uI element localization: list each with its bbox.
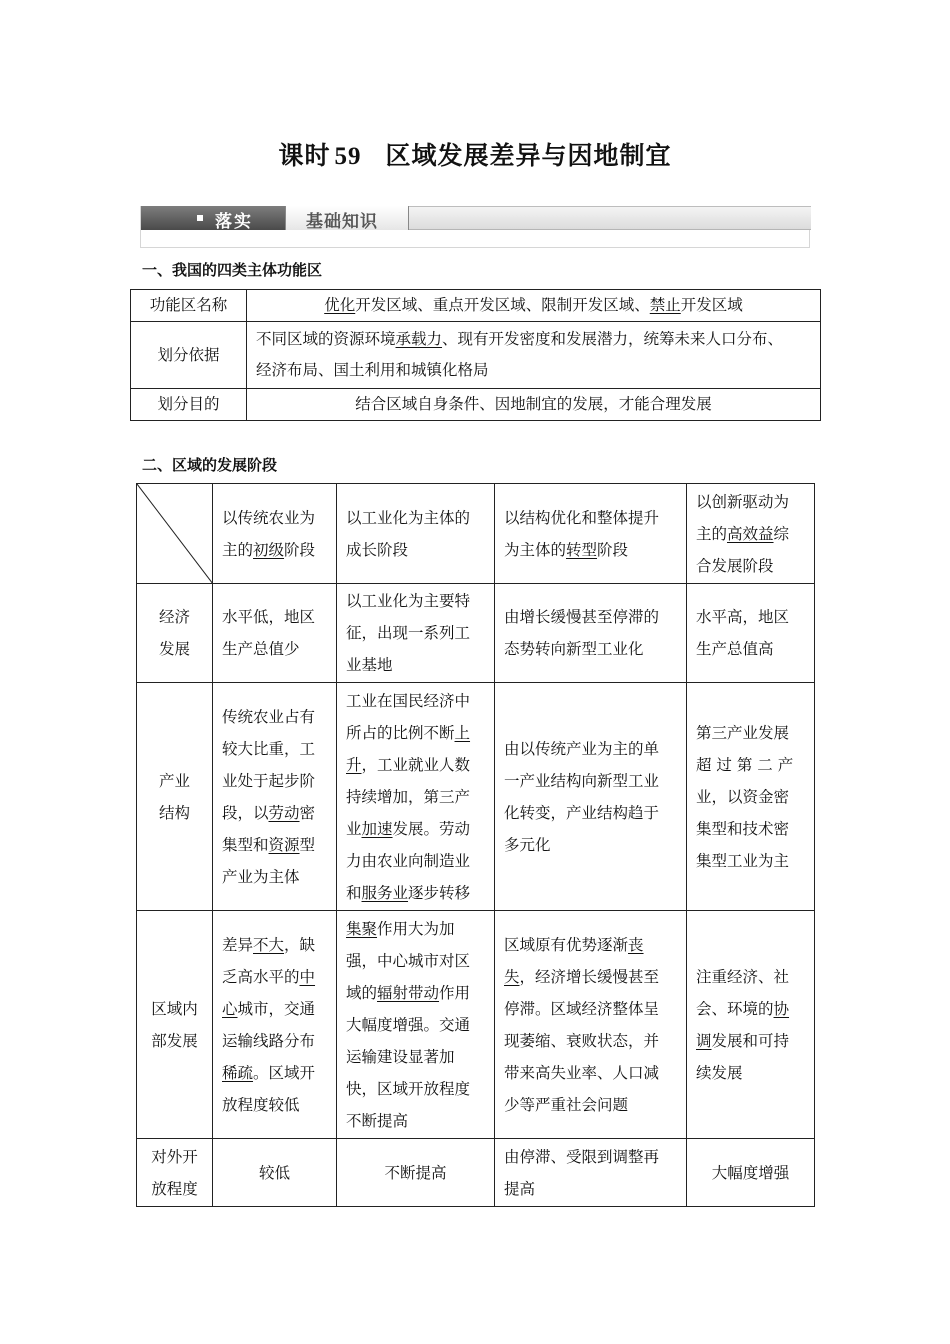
table-row (137, 1139, 815, 1207)
table-cell: 区域原有优势逐渐丧 失，经济增长缓慢甚至 停滞。区域经济整体呈 现萎缩、衰败状态，并 带来高失业率、人口减 少等严重社会问题 (495, 911, 687, 1139)
table-cell: 差异不大，缺 乏高水平的中 心城市，交通 运输线路分布 稀疏。区域开 放程度较低 (213, 911, 337, 1139)
row-content: 不同区域的资源环境承载力、现有开发密度和发展潜力，统筹未来人口分布、 经济布局、国土利用和城镇化格局 (247, 322, 821, 389)
table-cell: 不断提高 (337, 1139, 495, 1207)
square-bullet-icon (197, 215, 203, 221)
table-cell: 第三产业发展 超 过 第 二 产 业，以资金密 集型和技术密 集型工业为主 (687, 683, 815, 911)
table-cell: 水平低，地区 生产总值少 (213, 584, 337, 683)
table-cell: 集聚作用大为加 强，中心城市对区 域的辐射带动作用 大幅度增强。交通 运输建设显著加 快，区域开放程度 不断提高 (337, 911, 495, 1139)
diagonal-line-icon (137, 484, 213, 584)
table-row (131, 290, 821, 322)
table-row (137, 911, 815, 1139)
diagonal-corner-cell (137, 484, 213, 584)
row-label: 划分目的 (131, 389, 247, 421)
stage-header: 以创新驱动为 主的高效益综 合发展阶段 (687, 484, 815, 584)
table-cell: 由以传统产业为主的单 一产业结构向新型工业 化转变，产业结构趋于 多元化 (495, 683, 687, 911)
table-cell: 以工业化为主要特 征，出现一系列工 业基地 (337, 584, 495, 683)
table-row (131, 389, 821, 421)
table-cell: 由停滞、受限到调整再 提高 (495, 1139, 687, 1207)
page-title: 课时 59 区域发展差异与因地制宜 (278, 141, 672, 170)
row-label: 功能区名称 (131, 290, 247, 322)
function-zone-table (130, 289, 821, 421)
table-cell: 工业在国民经济中 所占的比例不断上 升，工业就业人数 持续增加，第三产 业加速发展。劳动 力由农业向制造业 和服务业逐步转移 (337, 683, 495, 911)
stage-header: 以结构优化和整体提升 为主体的转型阶段 (495, 484, 687, 584)
table-cell: 传统农业占有 较大比重，工 业处于起步阶 段，以劳动密 集型和资源型 产业为主体 (213, 683, 337, 911)
row-label: 经济 发展 (137, 584, 213, 683)
section2-heading: 二、区域的发展阶段 (142, 456, 278, 474)
row-label: 区域内 部发展 (137, 911, 213, 1139)
table-cell: 水平高，地区 生产总值高 (687, 584, 815, 683)
table-cell: 大幅度增强 (687, 1139, 815, 1207)
stage-header: 以传统农业为 主的初级阶段 (213, 484, 337, 584)
table-cell: 较低 (213, 1139, 337, 1207)
banner-tag-secondary: 基础知识 (306, 212, 378, 232)
table-cell: 由增长缓慢甚至停滞的 态势转向新型工业化 (495, 584, 687, 683)
table-row (137, 584, 815, 683)
banner-tag-primary: 落实 (215, 212, 253, 232)
table-row (131, 322, 821, 389)
table-row (137, 683, 815, 911)
section-banner (140, 206, 810, 248)
row-label: 对外开 放程度 (137, 1139, 213, 1207)
row-content: 结合区域自身条件、因地制宜的发展，才能合理发展 (247, 389, 821, 421)
table-row (137, 484, 815, 584)
section1-heading: 一、我国的四类主体功能区 (142, 261, 323, 279)
stage-header: 以工业化为主体的 成长阶段 (337, 484, 495, 584)
row-label: 产业 结构 (137, 683, 213, 911)
row-content: 优化开发区域、重点开发区域、限制开发区域、禁止开发区域 (247, 290, 821, 322)
row-label: 划分依据 (131, 322, 247, 389)
table-cell: 注重经济、社 会、环境的协 调发展和可持 续发展 (687, 911, 815, 1139)
development-stage-table (136, 483, 815, 1207)
